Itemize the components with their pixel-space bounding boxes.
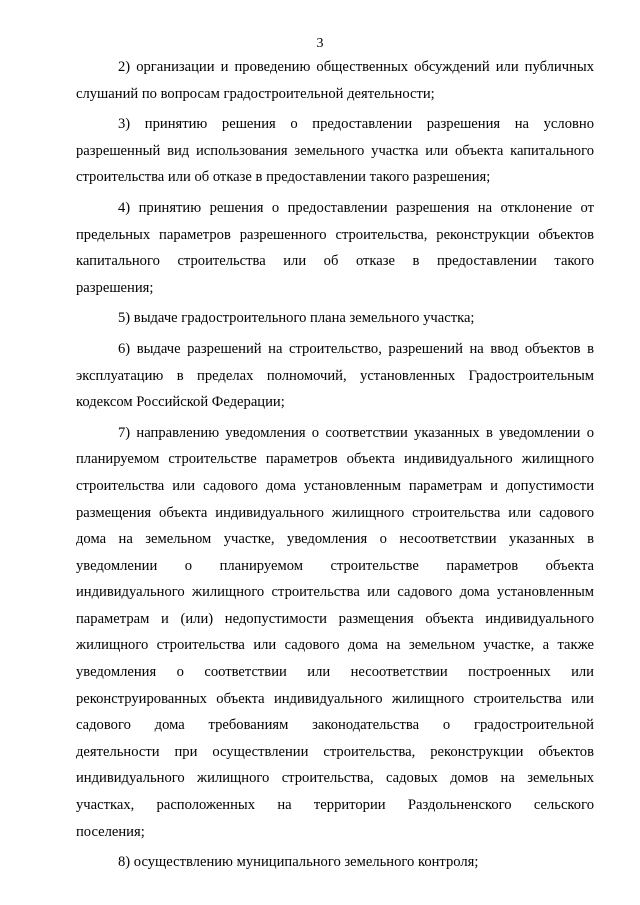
paragraph [76,420,594,846]
paragraph [76,54,594,107]
paragraph-line: индивидуального жилищного строительства или садового дома установленным [76,584,594,601]
paragraph-line: предельных параметров разрешенного строительства, реконструкции объектов [76,226,594,243]
paragraph [76,849,594,876]
paragraph-line: 8) осуществлению муниципального земельного контроля; [118,854,479,871]
paragraph-line: параметрам и (или) недопустимости размещения объекта индивидуального [76,610,594,627]
paragraph-line: капитального строительства или об отказе в предоставлении такого [76,253,594,270]
paragraph-line: садового дома требованиям законодательства о градостроительной [76,717,594,734]
paragraph-line: 6) выдаче разрешений на строительство, разрешений на ввод объектов в [118,340,594,357]
paragraph-line: эксплуатацию в пределах полномочий, установленных Градостроительным [76,367,594,384]
paragraph [76,195,594,301]
paragraph-line: 7) направлению уведомления о соответствии указанных в уведомлении о [118,424,594,441]
paragraph-line: поселения; [76,823,145,840]
paragraph-line: разрешенный вид использования земельного участка или объекта капитального [76,142,594,159]
paragraph-line: 5) выдаче градостроительного плана земельного участка; [118,310,475,327]
paragraph-line: слушаний по вопросам градостроительной деятельности; [76,85,435,102]
paragraph-line: размещения объекта индивидуального жилищного строительства или садового [76,504,594,521]
paragraph-line: участках, расположенных на территории Раздольненского сельского [76,797,594,814]
paragraph-line: строительства или об отказе в предоставлении такого разрешения; [76,169,491,186]
paragraph [76,336,594,416]
paragraph-line: 4) принятию решения о предоставлении разрешения на отклонение от [118,199,594,216]
paragraph-line: деятельности при осуществлении строительства, реконструкции объектов [76,743,594,760]
paragraph-line: уведомления о соответствии или несоответствии построенных или [76,664,594,681]
paragraph-line: 2) организации и проведению общественных обсуждений или публичных [118,59,594,75]
paragraph [76,305,594,332]
paragraph-line: кодексом Российской Федерации; [76,394,285,411]
paragraph-line: уведомлении о планируемом строительстве параметров объекта [76,557,594,574]
body-text [76,54,594,880]
paragraph [76,111,594,191]
paragraph-line: планируемом строительстве параметров объекта индивидуального жилищного [76,451,594,468]
paragraph-line: строительства или садового дома установленным параметрам и допустимости [76,477,594,494]
paragraph-line: реконструированных объекта индивидуального жилищного строительства или [76,690,594,707]
paragraph-line: 3) принятию решения о предоставлении разрешения на условно [118,116,594,133]
paragraph-line: разрешения; [76,279,154,296]
paragraph-line: жилищного строительства или садового дома на земельном участке, а также [76,637,594,654]
paragraph-line: дома на земельном участке, уведомления о несоответствии указанных в [76,531,594,548]
paragraph-line: индивидуального жилищного строительства, садовых домов на земельных [76,770,594,787]
page-number: 3 [316,36,324,51]
